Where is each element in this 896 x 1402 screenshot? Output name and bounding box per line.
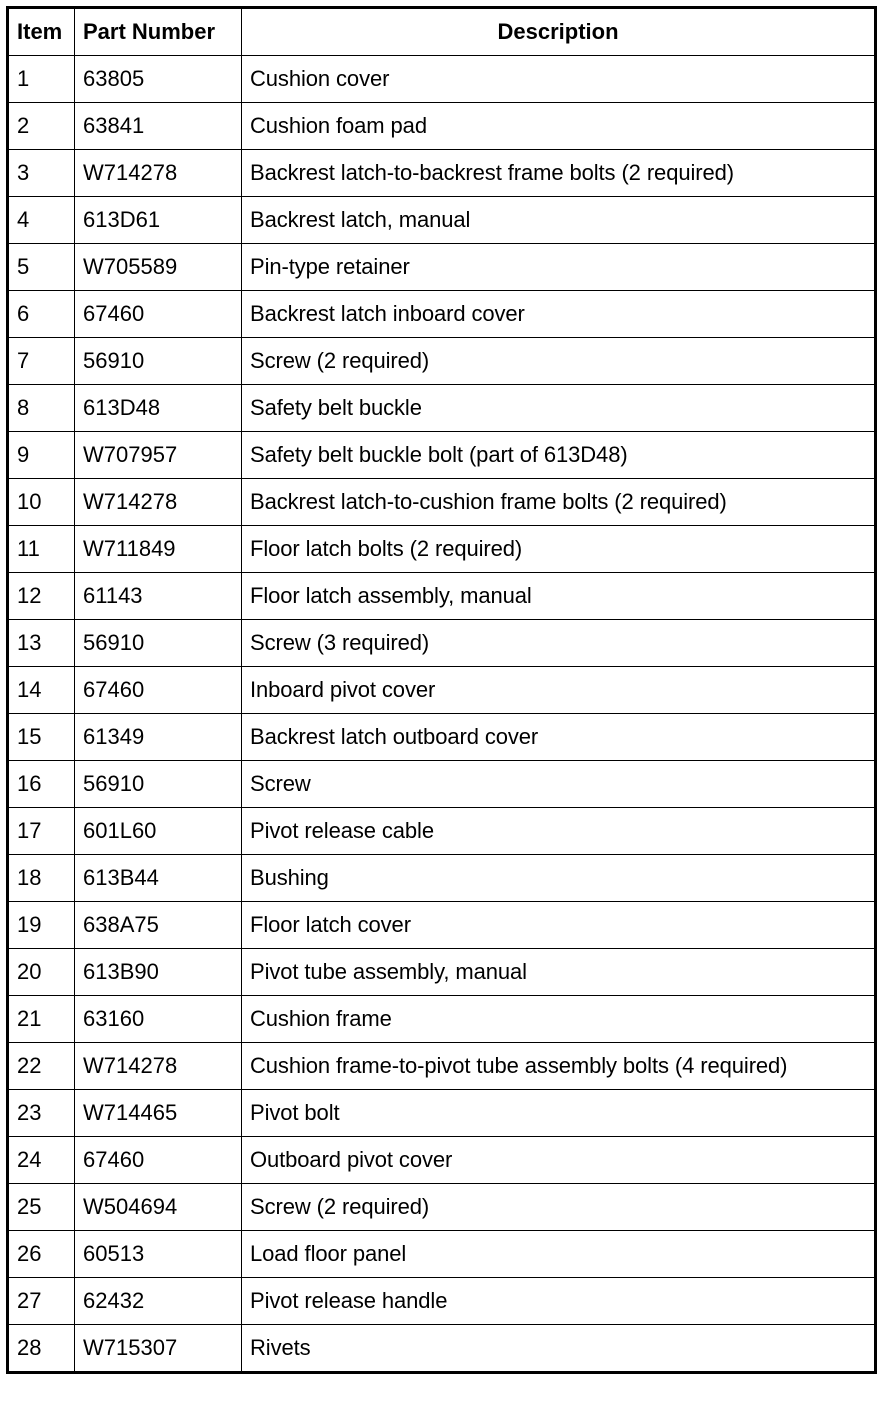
cell-description: Outboard pivot cover: [242, 1137, 876, 1184]
cell-part-number: W714278: [75, 1043, 242, 1090]
table-row: [8, 526, 876, 573]
cell-description: Cushion cover: [242, 56, 876, 103]
table-row: [8, 56, 876, 103]
table-row: [8, 573, 876, 620]
cell-part-number: W714278: [75, 479, 242, 526]
cell-item: 10: [8, 479, 75, 526]
table-row: [8, 197, 876, 244]
cell-description: Inboard pivot cover: [242, 667, 876, 714]
cell-item: 5: [8, 244, 75, 291]
table-row: [8, 338, 876, 385]
cell-part-number: 61349: [75, 714, 242, 761]
cell-item: 19: [8, 902, 75, 949]
header-item: Item: [8, 8, 75, 56]
cell-description: Backrest latch inboard cover: [242, 291, 876, 338]
cell-part-number: W714278: [75, 150, 242, 197]
cell-description: Screw (2 required): [242, 338, 876, 385]
cell-item: 6: [8, 291, 75, 338]
table-row: [8, 291, 876, 338]
cell-part-number: W714465: [75, 1090, 242, 1137]
table-row: [8, 1137, 876, 1184]
cell-description: Pivot bolt: [242, 1090, 876, 1137]
cell-item: 25: [8, 1184, 75, 1231]
cell-part-number: 67460: [75, 667, 242, 714]
cell-description: Cushion foam pad: [242, 103, 876, 150]
cell-description: Cushion frame-to-pivot tube assembly bolts (4 required): [242, 1043, 876, 1090]
cell-description: Floor latch bolts (2 required): [242, 526, 876, 573]
cell-part-number: W711849: [75, 526, 242, 573]
table-row: [8, 902, 876, 949]
cell-part-number: 56910: [75, 338, 242, 385]
table-row: [8, 714, 876, 761]
cell-item: 13: [8, 620, 75, 667]
table-row: [8, 1325, 876, 1373]
cell-part-number: 601L60: [75, 808, 242, 855]
cell-part-number: 67460: [75, 291, 242, 338]
table-row: [8, 620, 876, 667]
table-row: [8, 385, 876, 432]
cell-description: Safety belt buckle bolt (part of 613D48): [242, 432, 876, 479]
table-row: [8, 1090, 876, 1137]
cell-description: Cushion frame: [242, 996, 876, 1043]
table-row: [8, 667, 876, 714]
cell-item: 24: [8, 1137, 75, 1184]
table-row: [8, 808, 876, 855]
cell-description: Screw (3 required): [242, 620, 876, 667]
cell-description: Screw: [242, 761, 876, 808]
cell-part-number: 62432: [75, 1278, 242, 1325]
cell-item: 4: [8, 197, 75, 244]
cell-item: 26: [8, 1231, 75, 1278]
cell-description: Backrest latch outboard cover: [242, 714, 876, 761]
cell-part-number: 61143: [75, 573, 242, 620]
cell-description: Bushing: [242, 855, 876, 902]
cell-part-number: 613D48: [75, 385, 242, 432]
cell-part-number: 63841: [75, 103, 242, 150]
cell-part-number: 56910: [75, 620, 242, 667]
table-row: [8, 996, 876, 1043]
table-row: [8, 244, 876, 291]
cell-item: 7: [8, 338, 75, 385]
table-row: [8, 1231, 876, 1278]
cell-description: Pivot tube assembly, manual: [242, 949, 876, 996]
table-row: [8, 855, 876, 902]
cell-item: 21: [8, 996, 75, 1043]
cell-item: 18: [8, 855, 75, 902]
cell-item: 16: [8, 761, 75, 808]
cell-item: 2: [8, 103, 75, 150]
cell-description: Backrest latch-to-backrest frame bolts (2 required): [242, 150, 876, 197]
table-header: [8, 8, 876, 56]
cell-description: Rivets: [242, 1325, 876, 1373]
cell-description: Floor latch assembly, manual: [242, 573, 876, 620]
cell-part-number: 63160: [75, 996, 242, 1043]
cell-part-number: W715307: [75, 1325, 242, 1373]
cell-description: Pin-type retainer: [242, 244, 876, 291]
cell-part-number: 63805: [75, 56, 242, 103]
cell-item: 9: [8, 432, 75, 479]
cell-item: 12: [8, 573, 75, 620]
table-row: [8, 479, 876, 526]
cell-item: 27: [8, 1278, 75, 1325]
cell-part-number: 613B90: [75, 949, 242, 996]
cell-item: 8: [8, 385, 75, 432]
header-part-number: Part Number: [75, 8, 242, 56]
cell-part-number: W707957: [75, 432, 242, 479]
cell-part-number: 613B44: [75, 855, 242, 902]
cell-item: 22: [8, 1043, 75, 1090]
cell-description: Floor latch cover: [242, 902, 876, 949]
cell-item: 15: [8, 714, 75, 761]
table-row: [8, 949, 876, 996]
cell-part-number: 56910: [75, 761, 242, 808]
header-row: [8, 8, 876, 56]
cell-description: Safety belt buckle: [242, 385, 876, 432]
cell-description: Pivot release cable: [242, 808, 876, 855]
cell-part-number: 60513: [75, 1231, 242, 1278]
cell-item: 17: [8, 808, 75, 855]
cell-part-number: W504694: [75, 1184, 242, 1231]
table-row: [8, 1184, 876, 1231]
cell-description: Load floor panel: [242, 1231, 876, 1278]
table-body: [8, 56, 876, 1373]
table-row: [8, 761, 876, 808]
cell-part-number: 638A75: [75, 902, 242, 949]
cell-part-number: W705589: [75, 244, 242, 291]
cell-item: 28: [8, 1325, 75, 1373]
cell-description: Screw (2 required): [242, 1184, 876, 1231]
cell-description: Backrest latch-to-cushion frame bolts (2 required): [242, 479, 876, 526]
parts-table: [6, 6, 877, 1374]
cell-description: Backrest latch, manual: [242, 197, 876, 244]
cell-item: 11: [8, 526, 75, 573]
cell-item: 1: [8, 56, 75, 103]
cell-description: Pivot release handle: [242, 1278, 876, 1325]
cell-part-number: 613D61: [75, 197, 242, 244]
table-row: [8, 103, 876, 150]
cell-part-number: 67460: [75, 1137, 242, 1184]
cell-item: 20: [8, 949, 75, 996]
table-row: [8, 150, 876, 197]
table-row: [8, 1043, 876, 1090]
cell-item: 14: [8, 667, 75, 714]
cell-item: 23: [8, 1090, 75, 1137]
table-row: [8, 1278, 876, 1325]
header-description: Description: [242, 8, 876, 56]
table-row: [8, 432, 876, 479]
cell-item: 3: [8, 150, 75, 197]
